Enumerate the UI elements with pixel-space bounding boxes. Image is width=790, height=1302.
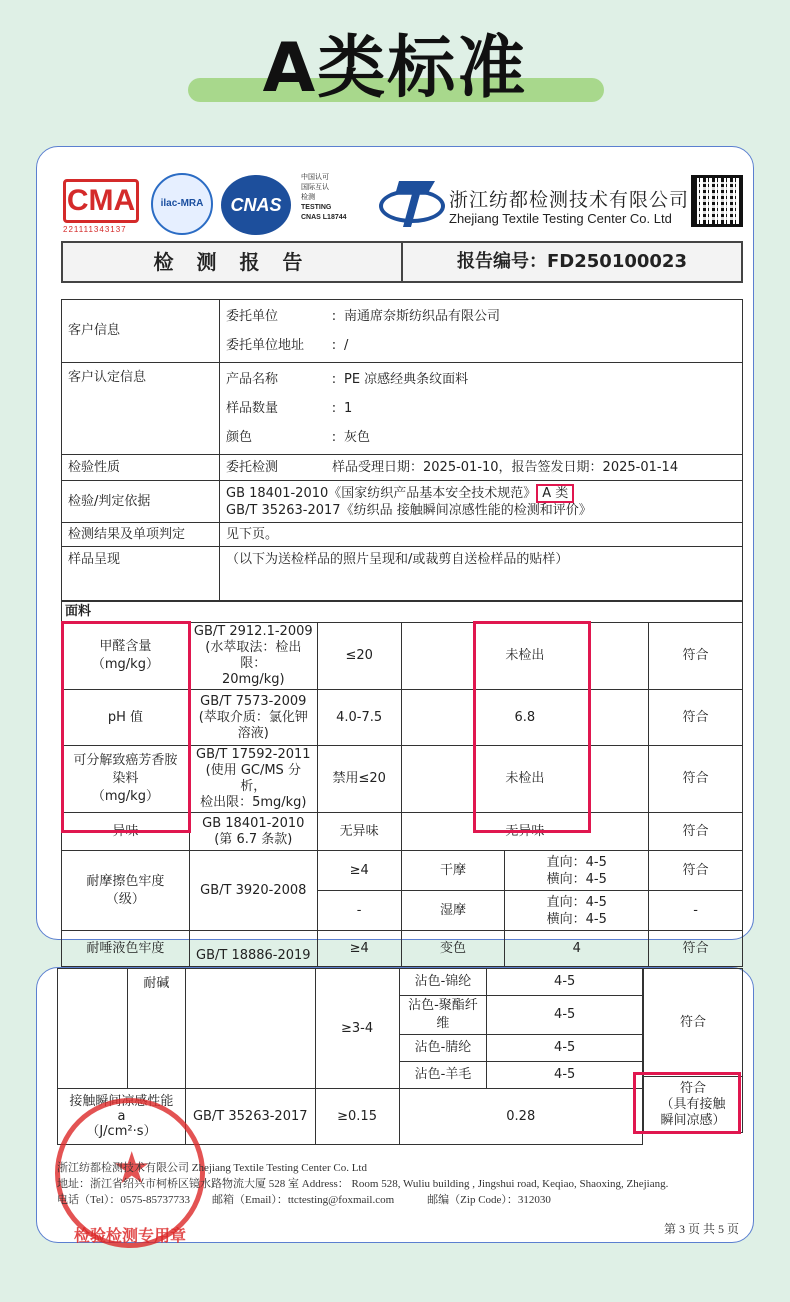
cma-number: 221111343137 — [63, 225, 127, 234]
report-info-table: 客户信息 委托单位 : 南通席奈斯纺织品有限公司 委托单位地址 : / 客户认定信息 产品名称 : PE 凉感经典条纹面料 样品数量 : 1 颜色 : 灰色 检验性质 委托检测 样品受理日期：2025-01-10，报告签发日期：2025-01-14 检验/判定依据 GB 18401-2010《国家纺织产品基本安全技术规范》 A 类 GB/T 35263-2017《纺织品 接触瞬间凉感性能的检测和评价》 检测结果及单项判定 见下页。 样品呈现 （以下为送检样品的照片呈现和/或裁剪自送检样品的贴样） — [61, 299, 743, 601]
cnas-logo: CNAS — [221, 175, 291, 235]
cma-logo: CMA 221111343137 — [63, 179, 145, 237]
ilac-mra-logo: ilac-MRA — [151, 173, 213, 235]
table-row: 耐唾液色牢度 GB/T 18886-2019 ≥4 变色 4 符合 — [62, 931, 743, 967]
company-logo-icon — [379, 175, 447, 231]
table-row: pH 值 GB/T 7573-2009 (萃取介质：氯化钾 溶液) 4.0-7.5 6.8 符合 — [62, 690, 743, 746]
table-row: 沾色-羊毛 4-5 — [58, 1062, 643, 1089]
report-title-bar — [61, 241, 743, 283]
header-logos — [63, 171, 743, 251]
report-page-card — [36, 146, 754, 963]
class-a-highlight: A 类 — [536, 484, 574, 503]
table-row: 可分解致癌芳香胺 染料 （mg/kg） GB/T 17592-2011 (使用 GC/MS 分析， 检出限：5mg/kg) 禁用≤20 未检出 符合 — [62, 746, 743, 813]
table-row: 甲醛含量 （mg/kg） GB/T 2912.1-2009 (水萃取法：检出限： 20mg/kg) ≤20 未检出 符合 — [62, 623, 743, 690]
report-title: 检 测 报 告 — [63, 243, 403, 281]
cnas-accreditation-text: 中国认可 国际互认 检测 TESTING CNAS L18744 — [301, 174, 347, 221]
table-row: 沾色-聚酯纤维 4-5 — [58, 996, 643, 1035]
hero-banner — [0, 0, 790, 130]
company-name-en: Zhejiang Textile Testing Center Co. Ltd — [449, 211, 672, 226]
company-name-cn: 浙江纺都检测技术有限公司 — [449, 189, 690, 211]
table-row: 沾色-腈纶 4-5 — [58, 1035, 643, 1062]
report-footer: 浙江纺都检测技术有限公司 Zhejiang Textile Testing Center Co. Ltd 地址：浙江省绍兴市柯桥区镜水路物流大厦 528 室 Address： Room 528, Wuliu building , Jingshui road, Keqiao, Shaoxing, Zhejiang. 电话（Tel）：0575-85737733 邮箱（Email）：ttctesting@foxmail.com 邮编（Zip Code）：312030 — [57, 1162, 669, 1206]
report-number: 报告编号：FD250100023 — [457, 251, 687, 272]
hero-title: A类标准 — [262, 29, 528, 108]
table-row: - 湿摩 直向：4-5 横向：4-5 - — [62, 891, 743, 931]
table-row: 耐摩擦色牢度 （级） GB/T 3920-2008 ≥4 干摩 直向：4-5 横向：4-5 符合 — [62, 851, 743, 891]
qr-code-icon — [691, 175, 743, 227]
verdict-column: 符合 符合 （具有接触 瞬间凉感） — [643, 968, 743, 1133]
page-number: 第 3 页 共 5 页 — [663, 1222, 739, 1236]
official-stamp: ★ 检验检测专用章 — [55, 1098, 205, 1248]
table-row: 异味 GB 18401-2010 (第 6.7 条款) 无异味 无异味 符合 — [62, 813, 743, 851]
table-row: 耐碱 ≥3-4 沾色-锦纶 4-5 — [58, 969, 643, 996]
results-table: 面料 甲醛含量 （mg/kg） GB/T 2912.1-2009 (水萃取法：检出限： 20mg/kg) ≤20 未检出 符合 pH 值 GB/T 7573-2009 (萃取介质：氯化钾 溶液) 4.0-7.5 6.8 符合 可分解致癌芳香胺 染料 （mg/kg） GB/T 17592-2011 (使用 GC/MS 分析， 检出限：5mg/kg) 禁用≤20 未检出 符合 异味 GB 18401-2010 (第 6.7 条款) 无异味 无异味 符合 耐摩擦色牢度 （级） GB/T 3920-2008 ≥4 干摩 直向：4-5 横向：4-5 符合 - 湿摩 直向：4-5 横向：4-5 - 耐唾液色牢度 GB/T 18886-2019 ≥4 变色 4 符合 — [61, 601, 743, 967]
report-page-card-2 — [36, 967, 754, 1243]
table-row: 接触瞬间凉感性能 a （J/cm²·s） GB/T 35263-2017 ≥0.15 0.28 — [58, 1089, 643, 1145]
